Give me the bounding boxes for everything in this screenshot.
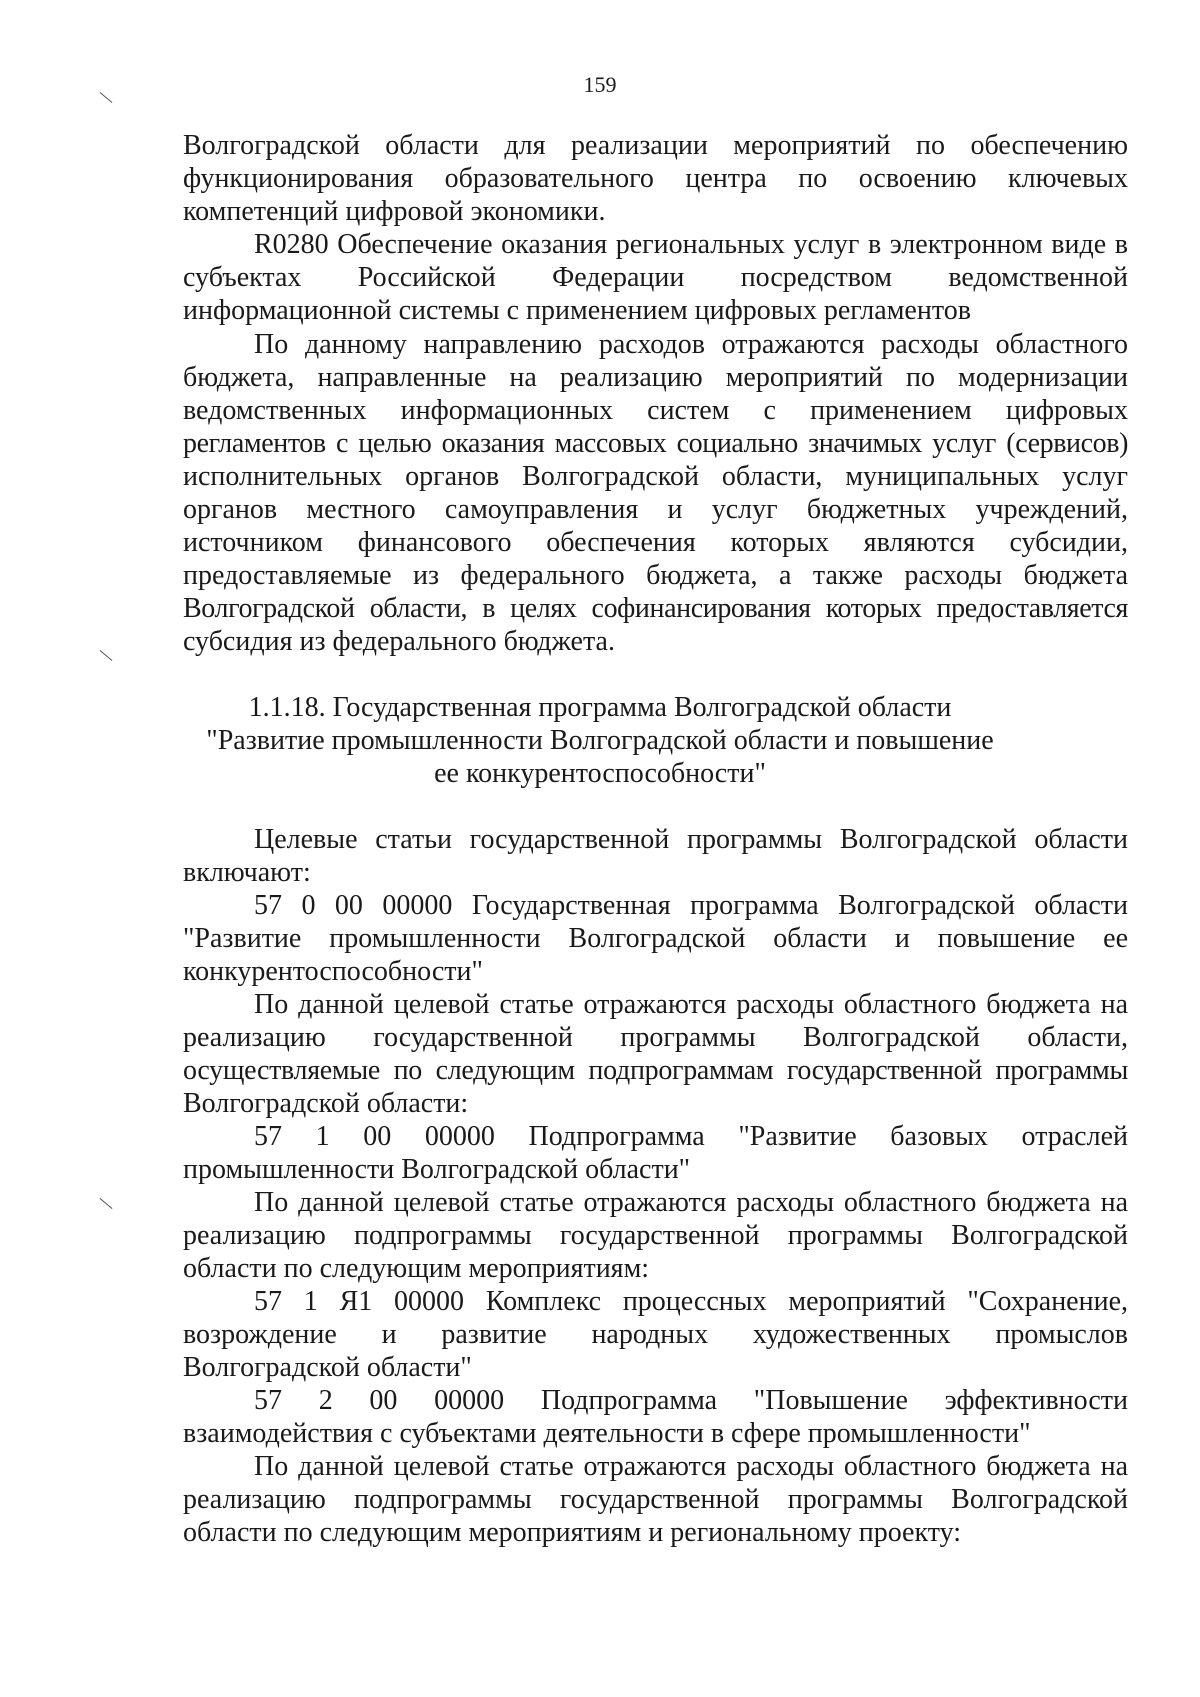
text-line: По данной целевой статье отражаются расходы областного бюджета на — [254, 1187, 1128, 1218]
text-line: "Развитие промышленности Волгоградской области и повышение ее — [183, 923, 1128, 954]
text-line: реализацию государственной программы Волгоградской области, — [183, 1022, 1128, 1053]
page-number: 159 — [583, 72, 617, 97]
text-line: компетенций цифровой экономики. — [183, 196, 606, 227]
text-line: реализацию подпрограммы государственной программы Волгоградской — [183, 1220, 1128, 1251]
scan-mark — [100, 1198, 113, 1209]
text-line: области по следующим мероприятиям и региональному проекту: — [183, 1517, 961, 1548]
text-line: функционирования образовательного центра по освоению ключевых — [183, 163, 1128, 194]
text-line: 57 1 Я1 00000 Комплекс процессных мероприятий "Сохранение, — [254, 1286, 1128, 1317]
text-line: возрождение и развитие народных художественных промыслов — [183, 1319, 1128, 1350]
section-heading: 1.1.18. Государственная программа Волгоградской области — [248, 692, 952, 723]
text-line: органов местного самоуправления и услуг бюджетных учреждений, — [183, 494, 1128, 525]
text-line: конкурентоспособности" — [183, 956, 483, 987]
scan-mark — [100, 650, 113, 661]
text-line: Целевые статьи государственной программы Волгоградской области — [254, 824, 1128, 855]
text-line: По данной целевой статье отражаются расходы областного бюджета на — [254, 989, 1128, 1020]
text-line: информационной системы с применением цифровых регламентов — [183, 295, 971, 326]
text-line: реализацию подпрограммы государственной программы Волгоградской — [183, 1484, 1128, 1515]
text-line: Волгоградской области для реализации мероприятий по обеспечению — [183, 130, 1128, 161]
text-line: осуществляемые по следующим подпрограммам государственной программы — [183, 1055, 1128, 1086]
text-line: Волгоградской области" — [183, 1352, 472, 1383]
text-line: области по следующим мероприятиям: — [183, 1253, 650, 1284]
text-line: 57 0 00 00000 Государственная программа Волгоградской области — [254, 890, 1128, 921]
text-line: По данному направлению расходов отражаются расходы областного — [254, 329, 1128, 360]
text-line: бюджета, направленные на реализацию мероприятий по модернизации — [183, 362, 1128, 393]
text-line: 57 2 00 00000 Подпрограмма "Повышение эффективности — [254, 1385, 1128, 1416]
text-line: Волгоградской области, в целях софинансирования которых предоставляется — [183, 593, 1128, 624]
text-line: регламентов с целью оказания массовых социально значимых услуг (сервисов) — [183, 428, 1128, 459]
text-line: R0280 Обеспечение оказания региональных услуг в электронном виде в — [254, 229, 1128, 260]
section-heading: ее конкурентоспособности" — [434, 758, 766, 789]
text-line: предоставляемые из федерального бюджета, а также расходы бюджета — [183, 560, 1128, 591]
text-line: промышленности Волгоградской области" — [183, 1154, 691, 1185]
text-line: По данной целевой статье отражаются расходы областного бюджета на — [254, 1451, 1128, 1482]
text-line: источником финансового обеспечения которых являются субсидии, — [183, 527, 1128, 558]
text-line: исполнительных органов Волгоградской области, муниципальных услуг — [183, 461, 1128, 492]
text-line: Волгоградской области: — [183, 1088, 469, 1119]
text-line: субъектах Российской Федерации посредством ведомственной — [183, 262, 1128, 293]
text-line: 57 1 00 00000 Подпрограмма "Развитие базовых отраслей — [254, 1121, 1128, 1152]
section-heading: "Развитие промышленности Волгоградской области и повышение — [206, 725, 994, 756]
text-line: ведомственных информационных систем с применением цифровых — [183, 395, 1128, 426]
text-line: включают: — [183, 857, 311, 888]
text-line: субсидия из федерального бюджета. — [183, 626, 615, 657]
text-line: взаимодействия с субъектами деятельности в сфере промышленности" — [183, 1418, 1031, 1449]
